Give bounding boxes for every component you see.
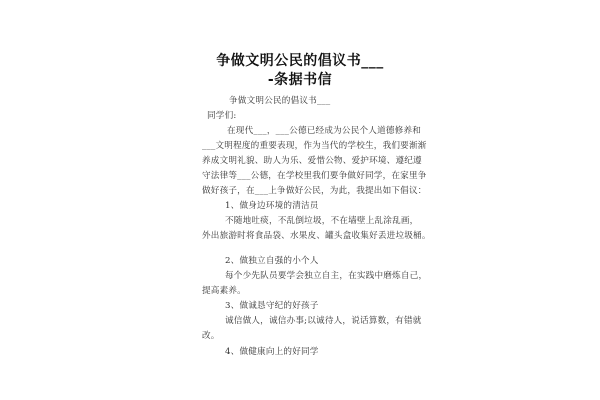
paragraph-line: 在现代___，___公德已经成为公民个人道德修养和 (227, 126, 422, 136)
paragraph-line: 改。 (202, 331, 220, 341)
document-subtitle: -条据书信 (267, 72, 333, 88)
paragraph-line: 外出旅游时将食品袋、水果皮、罐头盒收集好丢进垃圾桶。 (202, 231, 431, 241)
paragraph-line: 诚信做人，诚信办事;以诚待人，说话算数，有错就 (225, 316, 422, 326)
section-heading: 3、做诚恳守纪的好孩子 (225, 301, 319, 311)
paragraph-line: 每个少先队员要学会独立自主，在实践中磨炼自己， (225, 271, 428, 281)
section-heading: 2、做独立自强的小个人 (225, 256, 319, 266)
salutation: 同学们: (207, 111, 237, 121)
paragraph-line: ___文明程度的重要表现，作为当代的学校生，我们要渐渐 (202, 141, 427, 151)
paragraph-line: 守法律等___公德，在学校里我们要争做好同学，在家里争 (202, 171, 427, 181)
section-heading: 4、做健康向上的好同学 (225, 347, 319, 357)
paragraph-line: 不随地吐痰，不乱倒垃圾，不在墙壁上乱涂乱画， (225, 216, 419, 226)
paragraph-line: 做好孩子，在___上争做好公民，为此，我提出如下倡议： (202, 186, 427, 196)
paragraph-line: 养成文明礼貌、助人为乐、爱惜公物、爱护环境、遵纪遵 (202, 156, 422, 166)
section-heading: 1、做身边环境的清洁员 (225, 201, 319, 211)
paragraph-line: 提高素养。 (202, 286, 246, 296)
small-heading: 争做文明公民的倡议书___ (229, 96, 331, 106)
document-title: 争做文明公民的倡议书___ (216, 53, 384, 69)
